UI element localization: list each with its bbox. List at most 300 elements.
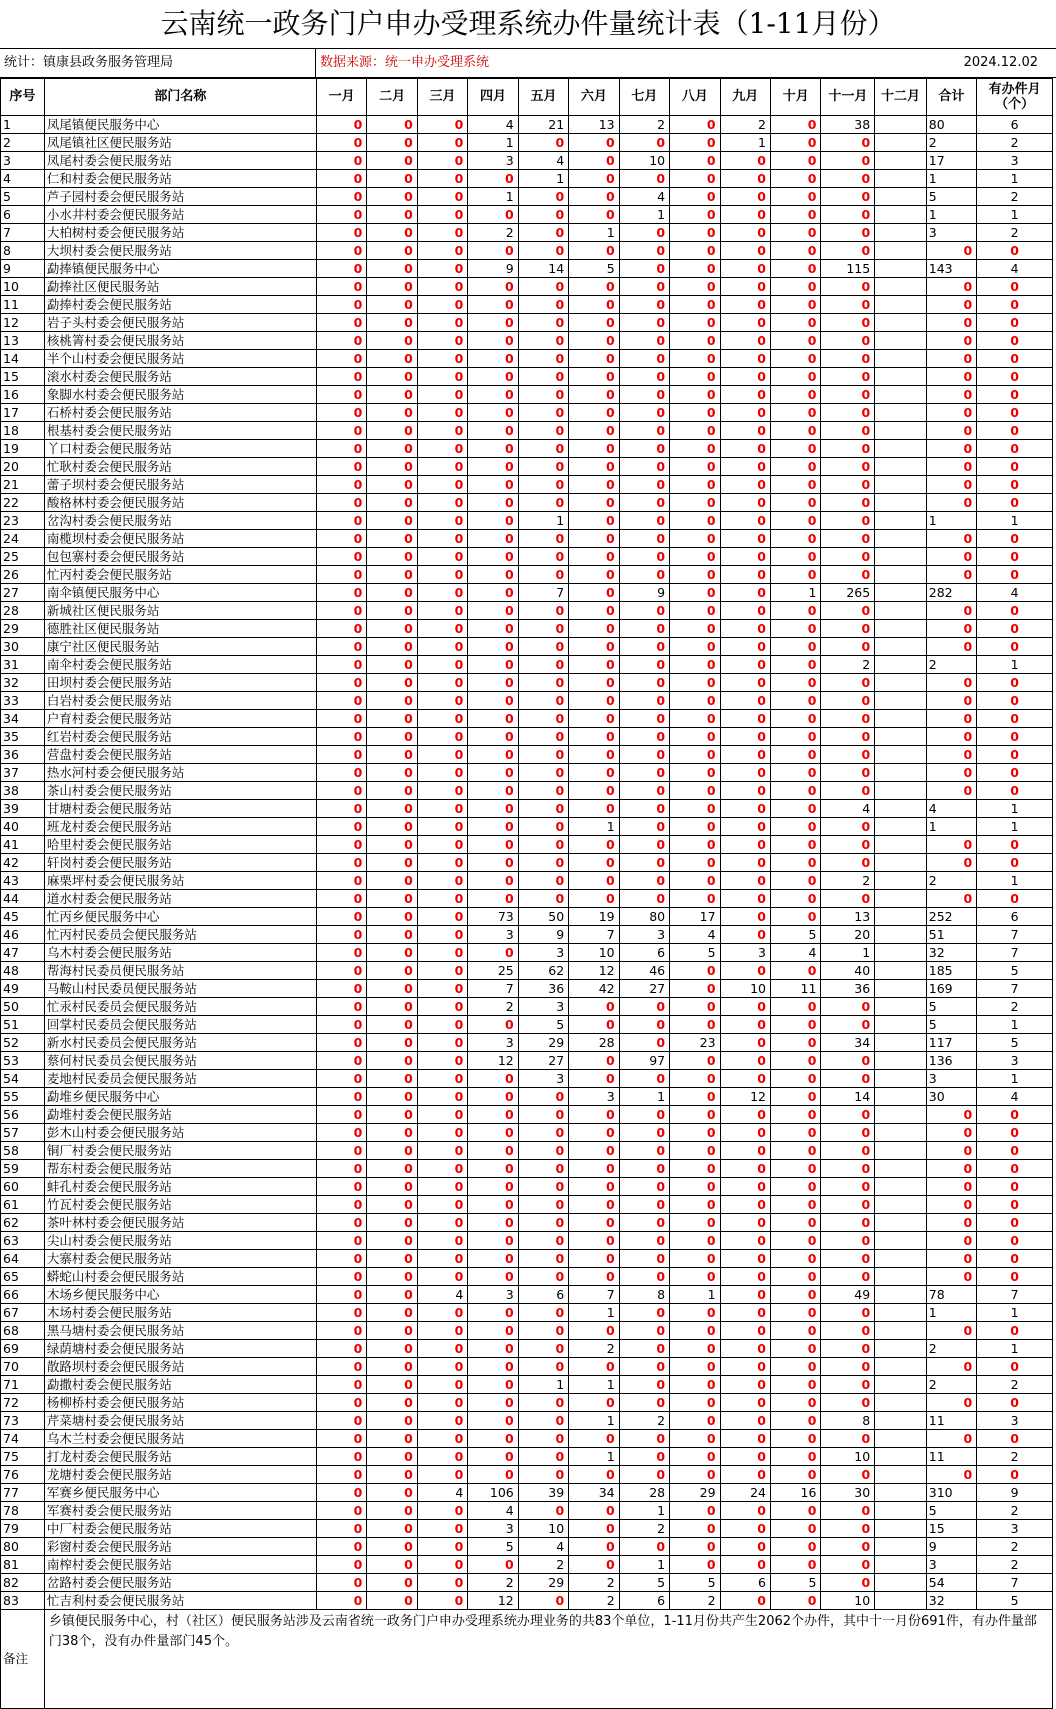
month-count: 0: [367, 548, 417, 566]
month-count: 10: [569, 944, 619, 962]
month-count: 0: [316, 278, 366, 296]
month-count: 0: [670, 332, 720, 350]
table-row: [1, 530, 1053, 548]
month-count: 29: [670, 1484, 720, 1502]
month-count: 0: [367, 764, 417, 782]
month-count: 1: [619, 1088, 669, 1106]
month-count: 0: [771, 1178, 821, 1196]
month-count: 0: [417, 710, 467, 728]
month-count: 0: [771, 242, 821, 260]
row-index: 16: [1, 386, 45, 404]
table-body: [1, 116, 1053, 1610]
row-index: 43: [1, 872, 45, 890]
month-count: 0: [468, 386, 518, 404]
month-count: [875, 152, 927, 170]
month-count: 30: [821, 1484, 875, 1502]
month-count: 0: [619, 548, 669, 566]
total-count: 0: [926, 764, 976, 782]
department-name: 龙塘村委会便民服务站: [44, 1466, 316, 1484]
table-row: [1, 1538, 1053, 1556]
month-count: 0: [417, 1268, 467, 1286]
total-count: 0: [926, 332, 976, 350]
month-count: 2: [619, 116, 669, 134]
month-count: [875, 836, 927, 854]
table-row: [1, 1160, 1053, 1178]
month-count: 7: [569, 926, 619, 944]
month-count: [875, 1592, 927, 1610]
total-count: 136: [926, 1052, 976, 1070]
table-row: [1, 494, 1053, 512]
total-count: 15: [926, 1520, 976, 1538]
row-index: 40: [1, 818, 45, 836]
month-count: 0: [771, 692, 821, 710]
table-row: [1, 962, 1053, 980]
active-month-count: 0: [977, 494, 1053, 512]
month-count: 0: [720, 602, 770, 620]
month-count: 0: [468, 1160, 518, 1178]
month-count: 0: [670, 1394, 720, 1412]
month-count: 0: [771, 872, 821, 890]
month-count: 0: [468, 440, 518, 458]
table-row: [1, 620, 1053, 638]
month-count: 0: [468, 944, 518, 962]
active-month-count: 0: [977, 1160, 1053, 1178]
month-count: 0: [821, 350, 875, 368]
table-row: [1, 890, 1053, 908]
department-name: 轩岗村委会便民服务站: [44, 854, 316, 872]
month-count: [875, 170, 927, 188]
month-count: 29: [518, 1574, 568, 1592]
month-count: 0: [720, 1376, 770, 1394]
month-count: 5: [670, 944, 720, 962]
month-count: 2: [720, 116, 770, 134]
month-count: 0: [316, 224, 366, 242]
table-row: [1, 116, 1053, 134]
active-month-count: 0: [977, 782, 1053, 800]
month-count: 0: [619, 1196, 669, 1214]
month-count: 0: [619, 1358, 669, 1376]
table-row: [1, 1358, 1053, 1376]
table-row: [1, 1142, 1053, 1160]
month-count: 0: [720, 1286, 770, 1304]
month-count: 0: [569, 422, 619, 440]
month-count: 0: [720, 1052, 770, 1070]
month-count: 1: [518, 170, 568, 188]
month-count: [875, 890, 927, 908]
department-name: 木场村委会便民服务站: [44, 1304, 316, 1322]
month-count: 0: [316, 440, 366, 458]
total-count: 1: [926, 206, 976, 224]
table-row: [1, 800, 1053, 818]
month-count: 0: [771, 1430, 821, 1448]
active-month-count: 9: [977, 1484, 1053, 1502]
active-month-count: 0: [977, 854, 1053, 872]
table-row: [1, 926, 1053, 944]
month-count: 0: [821, 1160, 875, 1178]
department-name: 彩窗村委会便民服务站: [44, 1538, 316, 1556]
month-count: 0: [720, 1070, 770, 1088]
month-count: 49: [821, 1286, 875, 1304]
month-count: 0: [720, 1466, 770, 1484]
department-name: 甘塘村委会便民服务站: [44, 800, 316, 818]
month-count: 0: [670, 1556, 720, 1574]
month-count: 0: [771, 1052, 821, 1070]
month-count: 10: [720, 980, 770, 998]
month-count: 0: [367, 818, 417, 836]
month-count: 0: [518, 890, 568, 908]
month-count: 20: [821, 926, 875, 944]
month-count: 0: [670, 350, 720, 368]
active-month-count: 4: [977, 260, 1053, 278]
month-count: 0: [670, 1466, 720, 1484]
month-count: 0: [518, 1124, 568, 1142]
month-count: 0: [316, 1502, 366, 1520]
total-count: 0: [926, 1214, 976, 1232]
month-count: 0: [821, 602, 875, 620]
month-count: 0: [468, 584, 518, 602]
row-index: 19: [1, 440, 45, 458]
month-count: 0: [417, 800, 467, 818]
table-row: [1, 1574, 1053, 1592]
active-month-count: 0: [977, 602, 1053, 620]
month-count: 0: [771, 1394, 821, 1412]
department-name: 根基村委会便民服务站: [44, 422, 316, 440]
row-index: 78: [1, 1502, 45, 1520]
month-count: 0: [316, 494, 366, 512]
month-count: 0: [771, 1358, 821, 1376]
month-count: 0: [367, 386, 417, 404]
month-count: [875, 242, 927, 260]
row-index: 23: [1, 512, 45, 530]
month-count: [875, 566, 927, 584]
department-name: 勐堆乡便民服务中心: [44, 1088, 316, 1106]
total-count: 0: [926, 386, 976, 404]
total-count: 11: [926, 1448, 976, 1466]
total-count: 0: [926, 836, 976, 854]
month-count: 0: [569, 836, 619, 854]
department-name: 酸格林村委会便民服务站: [44, 494, 316, 512]
month-count: 0: [821, 692, 875, 710]
statistics-table: [0, 78, 1053, 1709]
month-count: 0: [670, 1502, 720, 1520]
month-count: 0: [771, 674, 821, 692]
month-count: 1: [569, 1304, 619, 1322]
table-row: [1, 1250, 1053, 1268]
month-count: 0: [771, 908, 821, 926]
row-index: 26: [1, 566, 45, 584]
department-name: 蕾子坝村委会便民服务站: [44, 476, 316, 494]
month-count: 0: [821, 206, 875, 224]
month-count: 0: [670, 656, 720, 674]
month-count: 0: [569, 1520, 619, 1538]
month-count: 0: [619, 1430, 669, 1448]
table-row: [1, 476, 1053, 494]
row-index: 52: [1, 1034, 45, 1052]
month-count: 0: [468, 728, 518, 746]
active-month-count: 0: [977, 530, 1053, 548]
total-count: 1: [926, 1304, 976, 1322]
month-count: 0: [670, 422, 720, 440]
month-count: 0: [569, 872, 619, 890]
month-count: 0: [771, 728, 821, 746]
month-count: 5: [619, 1574, 669, 1592]
month-count: 0: [417, 494, 467, 512]
month-count: 0: [417, 1376, 467, 1394]
month-count: 0: [569, 548, 619, 566]
month-count: 0: [720, 1034, 770, 1052]
month-count: 115: [821, 260, 875, 278]
month-count: 0: [468, 1340, 518, 1358]
month-count: [875, 1160, 927, 1178]
total-count: 143: [926, 260, 976, 278]
column-header: 十二月: [875, 79, 927, 116]
month-count: 0: [569, 458, 619, 476]
month-count: 0: [417, 1574, 467, 1592]
month-count: 0: [367, 476, 417, 494]
month-count: 0: [417, 1520, 467, 1538]
month-count: 0: [468, 1376, 518, 1394]
month-count: 0: [316, 1574, 366, 1592]
month-count: 0: [619, 368, 669, 386]
month-count: 0: [367, 224, 417, 242]
info-bar: [0, 49, 1056, 78]
month-count: 0: [518, 1268, 568, 1286]
active-month-count: 0: [977, 1178, 1053, 1196]
month-count: 0: [468, 674, 518, 692]
month-count: 0: [417, 422, 467, 440]
table-row: [1, 1016, 1053, 1034]
table-row: [1, 746, 1053, 764]
month-count: 0: [316, 944, 366, 962]
month-count: 0: [720, 1304, 770, 1322]
month-count: 0: [417, 1034, 467, 1052]
table-row: [1, 674, 1053, 692]
month-count: 0: [417, 1322, 467, 1340]
month-count: 0: [316, 962, 366, 980]
month-count: 0: [316, 1070, 366, 1088]
department-name: 乌木兰村委会便民服务站: [44, 1430, 316, 1448]
month-count: 0: [417, 548, 467, 566]
month-count: 36: [821, 980, 875, 998]
department-name: 蚌孔村委会便民服务站: [44, 1178, 316, 1196]
month-count: 0: [619, 422, 669, 440]
active-month-count: 6: [977, 116, 1053, 134]
month-count: 0: [316, 1466, 366, 1484]
month-count: 0: [417, 1088, 467, 1106]
month-count: 3: [518, 1070, 568, 1088]
month-count: 0: [316, 710, 366, 728]
month-count: 0: [670, 548, 720, 566]
active-month-count: 1: [977, 800, 1053, 818]
row-index: 67: [1, 1304, 45, 1322]
month-count: 25: [468, 962, 518, 980]
column-header: 一月: [316, 79, 366, 116]
month-count: [875, 458, 927, 476]
month-count: 0: [670, 1196, 720, 1214]
month-count: 0: [619, 998, 669, 1016]
month-count: 0: [720, 800, 770, 818]
month-count: 0: [367, 710, 417, 728]
month-count: 0: [720, 170, 770, 188]
month-count: 0: [771, 602, 821, 620]
month-count: 97: [619, 1052, 669, 1070]
row-index: 13: [1, 332, 45, 350]
month-count: 0: [367, 620, 417, 638]
month-count: 0: [367, 962, 417, 980]
table-row: [1, 818, 1053, 836]
month-count: [875, 260, 927, 278]
total-count: 2: [926, 134, 976, 152]
table-row: [1, 224, 1053, 242]
month-count: 0: [468, 1556, 518, 1574]
month-count: 0: [569, 332, 619, 350]
month-count: 0: [569, 1556, 619, 1574]
department-name: 康宁社区便民服务站: [44, 638, 316, 656]
department-name: 帮海村民委员便民服务站: [44, 962, 316, 980]
active-month-count: 7: [977, 926, 1053, 944]
table-row: [1, 764, 1053, 782]
total-count: 5: [926, 998, 976, 1016]
row-index: 72: [1, 1394, 45, 1412]
table-row: [1, 836, 1053, 854]
month-count: 3: [468, 926, 518, 944]
row-index: 22: [1, 494, 45, 512]
month-count: 0: [417, 584, 467, 602]
month-count: 0: [468, 1016, 518, 1034]
total-count: 0: [926, 1268, 976, 1286]
department-name: 南伞村委会便民服务站: [44, 656, 316, 674]
month-count: 0: [468, 350, 518, 368]
month-count: 0: [670, 224, 720, 242]
month-count: 0: [670, 620, 720, 638]
month-count: 1: [771, 584, 821, 602]
active-month-count: 0: [977, 692, 1053, 710]
active-month-count: 0: [977, 368, 1053, 386]
month-count: 0: [771, 1124, 821, 1142]
month-count: 0: [468, 602, 518, 620]
department-name: 忙丙乡便民服务中心: [44, 908, 316, 926]
total-count: 0: [926, 710, 976, 728]
row-index: 82: [1, 1574, 45, 1592]
month-count: 0: [569, 1070, 619, 1088]
month-count: 0: [821, 836, 875, 854]
month-count: 0: [670, 1520, 720, 1538]
month-count: 0: [720, 1178, 770, 1196]
table-row: [1, 1520, 1053, 1538]
month-count: 0: [367, 1592, 417, 1610]
month-count: 0: [720, 998, 770, 1016]
month-count: [875, 368, 927, 386]
column-header: 七月: [619, 79, 669, 116]
total-count: 78: [926, 1286, 976, 1304]
total-count: 0: [926, 1124, 976, 1142]
table-row: [1, 422, 1053, 440]
total-count: 0: [926, 728, 976, 746]
month-count: [875, 584, 927, 602]
month-count: [875, 1538, 927, 1556]
month-count: 0: [316, 152, 366, 170]
active-month-count: 0: [977, 1394, 1053, 1412]
month-count: 34: [821, 1034, 875, 1052]
month-count: 0: [569, 152, 619, 170]
month-count: 0: [619, 1160, 669, 1178]
month-count: 13: [569, 116, 619, 134]
month-count: 0: [518, 188, 568, 206]
month-count: 0: [316, 404, 366, 422]
department-name: 红岩村委会便民服务站: [44, 728, 316, 746]
total-count: 0: [926, 1322, 976, 1340]
table-row: [1, 1394, 1053, 1412]
active-month-count: 0: [977, 638, 1053, 656]
month-count: 0: [821, 548, 875, 566]
month-count: 2: [518, 1556, 568, 1574]
month-count: 0: [518, 1214, 568, 1232]
month-count: 0: [670, 260, 720, 278]
active-month-count: 1: [977, 170, 1053, 188]
month-count: 0: [367, 1286, 417, 1304]
month-count: 0: [367, 440, 417, 458]
row-index: 80: [1, 1538, 45, 1556]
department-name: 勐捧镇便民服务中心: [44, 260, 316, 278]
month-count: 0: [569, 314, 619, 332]
month-count: 0: [720, 260, 770, 278]
month-count: 12: [720, 1088, 770, 1106]
row-index: 30: [1, 638, 45, 656]
month-count: 0: [670, 1250, 720, 1268]
month-count: 0: [367, 314, 417, 332]
month-count: 0: [720, 584, 770, 602]
month-count: 0: [720, 710, 770, 728]
month-count: 0: [417, 476, 467, 494]
month-count: 0: [468, 746, 518, 764]
month-count: [875, 962, 927, 980]
month-count: 0: [468, 566, 518, 584]
month-count: 0: [518, 1322, 568, 1340]
row-index: 77: [1, 1484, 45, 1502]
month-count: 0: [771, 1214, 821, 1232]
month-count: 0: [720, 1556, 770, 1574]
total-count: 1: [926, 818, 976, 836]
department-name: 回掌村民委员会便民服务站: [44, 1016, 316, 1034]
table-row: [1, 512, 1053, 530]
month-count: 0: [367, 188, 417, 206]
month-count: 0: [720, 692, 770, 710]
month-count: 0: [670, 1178, 720, 1196]
month-count: 0: [468, 872, 518, 890]
month-count: 7: [518, 584, 568, 602]
department-name: 忙耿村委会便民服务站: [44, 458, 316, 476]
month-count: 0: [619, 620, 669, 638]
month-count: 0: [821, 296, 875, 314]
department-name: 茶山村委会便民服务站: [44, 782, 316, 800]
month-count: 0: [367, 458, 417, 476]
total-count: 2: [926, 656, 976, 674]
month-count: 80: [619, 908, 669, 926]
month-count: 0: [569, 1466, 619, 1484]
column-header: 十月: [771, 79, 821, 116]
column-header: 序号: [1, 79, 45, 116]
month-count: 0: [670, 152, 720, 170]
month-count: 0: [367, 1484, 417, 1502]
month-count: 0: [468, 1070, 518, 1088]
month-count: 0: [821, 512, 875, 530]
department-name: 白岩村委会便民服务站: [44, 692, 316, 710]
department-name: 芹菜塘村委会便民服务站: [44, 1412, 316, 1430]
month-count: 0: [417, 1142, 467, 1160]
month-count: 0: [771, 314, 821, 332]
month-count: 0: [417, 1214, 467, 1232]
month-count: 0: [518, 692, 568, 710]
